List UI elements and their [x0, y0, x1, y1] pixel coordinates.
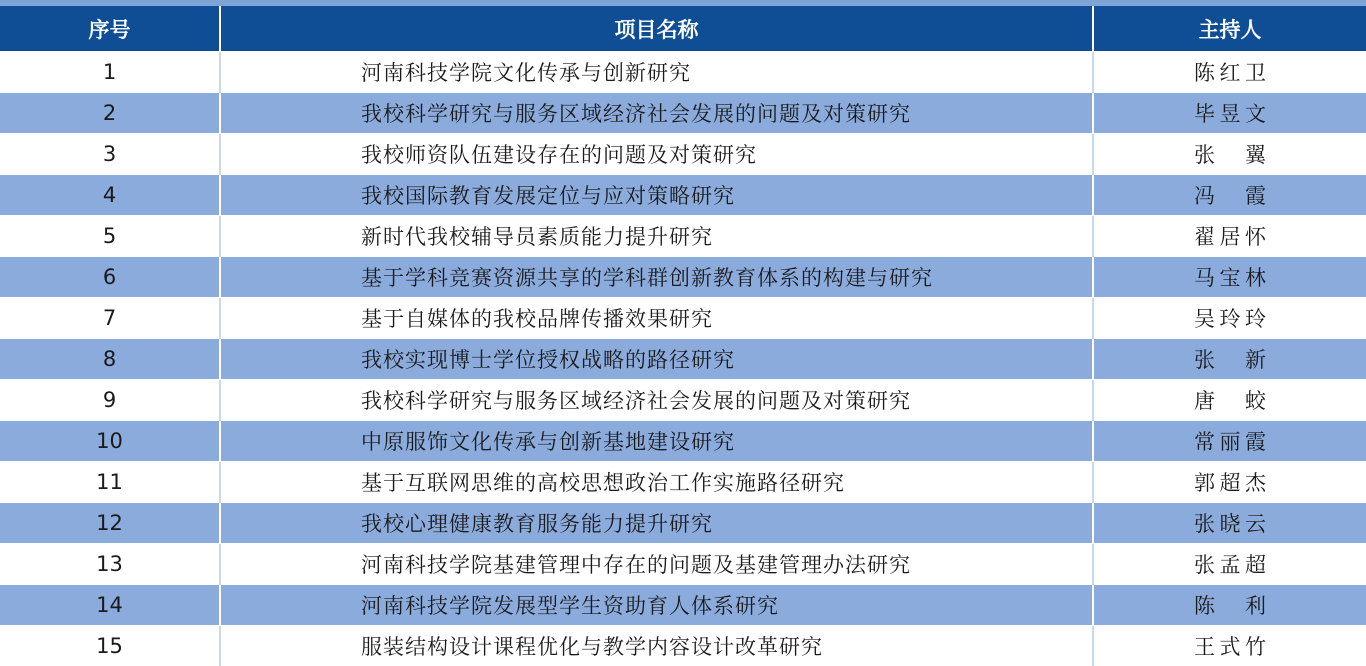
- table-row: [0, 175, 1366, 216]
- cell-name: 我校实现博士学位授权战略的路径研究: [220, 339, 1093, 380]
- cell-no: 2: [0, 93, 220, 134]
- table-body: [0, 52, 1366, 666]
- cell-no: 10: [0, 421, 220, 462]
- host-name: 王式竹: [1194, 631, 1266, 661]
- header-host: 主持人: [1093, 6, 1366, 52]
- cell-host: [1093, 626, 1366, 666]
- table-row: [0, 626, 1366, 666]
- table-row: [0, 380, 1366, 421]
- cell-no: 1: [0, 52, 220, 93]
- cell-name: 我校科学研究与服务区域经济社会发展的问题及对策研究: [220, 93, 1093, 134]
- host-name: 毕昱文: [1194, 98, 1266, 128]
- cell-host: [1093, 93, 1366, 134]
- cell-host: [1093, 380, 1366, 421]
- cell-name: 我校心理健康教育服务能力提升研究: [220, 503, 1093, 544]
- host-name: 吴玲玲: [1194, 303, 1266, 333]
- cell-no: 5: [0, 216, 220, 257]
- project-table: [0, 6, 1366, 666]
- host-name: 唐 蛟: [1194, 385, 1266, 415]
- cell-no: 9: [0, 380, 220, 421]
- cell-host: [1093, 134, 1366, 175]
- table-row: [0, 298, 1366, 339]
- table-row: [0, 462, 1366, 503]
- cell-name: 河南科技学院文化传承与创新研究: [220, 52, 1093, 93]
- table-row: [0, 585, 1366, 626]
- cell-name: 河南科技学院发展型学生资助育人体系研究: [220, 585, 1093, 626]
- host-name: 翟居怀: [1194, 221, 1266, 251]
- host-name: 常丽霞: [1194, 426, 1266, 456]
- table-row: [0, 421, 1366, 462]
- table-row: [0, 339, 1366, 380]
- table-row: [0, 52, 1366, 93]
- cell-name: 中原服饰文化传承与创新基地建设研究: [220, 421, 1093, 462]
- table-row: [0, 134, 1366, 175]
- cell-host: [1093, 339, 1366, 380]
- cell-name: 新时代我校辅导员素质能力提升研究: [220, 216, 1093, 257]
- header-row: [0, 6, 1366, 52]
- cell-name: 我校科学研究与服务区域经济社会发展的问题及对策研究: [220, 380, 1093, 421]
- cell-host: [1093, 298, 1366, 339]
- cell-no: 7: [0, 298, 220, 339]
- cell-no: 8: [0, 339, 220, 380]
- table-header: [0, 6, 1366, 52]
- cell-name: 基于互联网思维的高校思想政治工作实施路径研究: [220, 462, 1093, 503]
- cell-host: [1093, 175, 1366, 216]
- header-no: 序号: [0, 6, 220, 52]
- cell-host: [1093, 585, 1366, 626]
- cell-host: [1093, 257, 1366, 298]
- host-name: 张孟超: [1194, 549, 1266, 579]
- cell-name: 我校国际教育发展定位与应对策略研究: [220, 175, 1093, 216]
- cell-host: [1093, 503, 1366, 544]
- cell-host: [1093, 462, 1366, 503]
- host-name: 张 翼: [1194, 139, 1266, 169]
- cell-no: 15: [0, 626, 220, 666]
- cell-no: 11: [0, 462, 220, 503]
- cell-name: 河南科技学院基建管理中存在的问题及基建管理办法研究: [220, 544, 1093, 585]
- cell-name: 基于自媒体的我校品牌传播效果研究: [220, 298, 1093, 339]
- host-name: 张晓云: [1194, 508, 1266, 538]
- cell-host: [1093, 421, 1366, 462]
- cell-host: [1093, 544, 1366, 585]
- cell-no: 6: [0, 257, 220, 298]
- host-name: 张 新: [1194, 344, 1266, 374]
- cell-no: 14: [0, 585, 220, 626]
- cell-no: 12: [0, 503, 220, 544]
- host-name: 马宝林: [1194, 262, 1266, 292]
- cell-no: 4: [0, 175, 220, 216]
- cell-host: [1093, 52, 1366, 93]
- cell-no: 13: [0, 544, 220, 585]
- table-row: [0, 257, 1366, 298]
- table-row: [0, 544, 1366, 585]
- cell-name: 我校师资队伍建设存在的问题及对策研究: [220, 134, 1093, 175]
- host-name: 冯 霞: [1194, 180, 1266, 210]
- cell-host: [1093, 216, 1366, 257]
- cell-no: 3: [0, 134, 220, 175]
- cell-name: 服装结构设计课程优化与教学内容设计改革研究: [220, 626, 1093, 666]
- host-name: 陈 利: [1194, 590, 1266, 620]
- cell-name: 基于学科竞赛资源共享的学科群创新教育体系的构建与研究: [220, 257, 1093, 298]
- table-row: [0, 216, 1366, 257]
- table-row: [0, 503, 1366, 544]
- host-name: 郭超杰: [1194, 467, 1266, 497]
- header-name: 项目名称: [220, 6, 1093, 52]
- host-name: 陈红卫: [1194, 57, 1266, 87]
- table-row: [0, 93, 1366, 134]
